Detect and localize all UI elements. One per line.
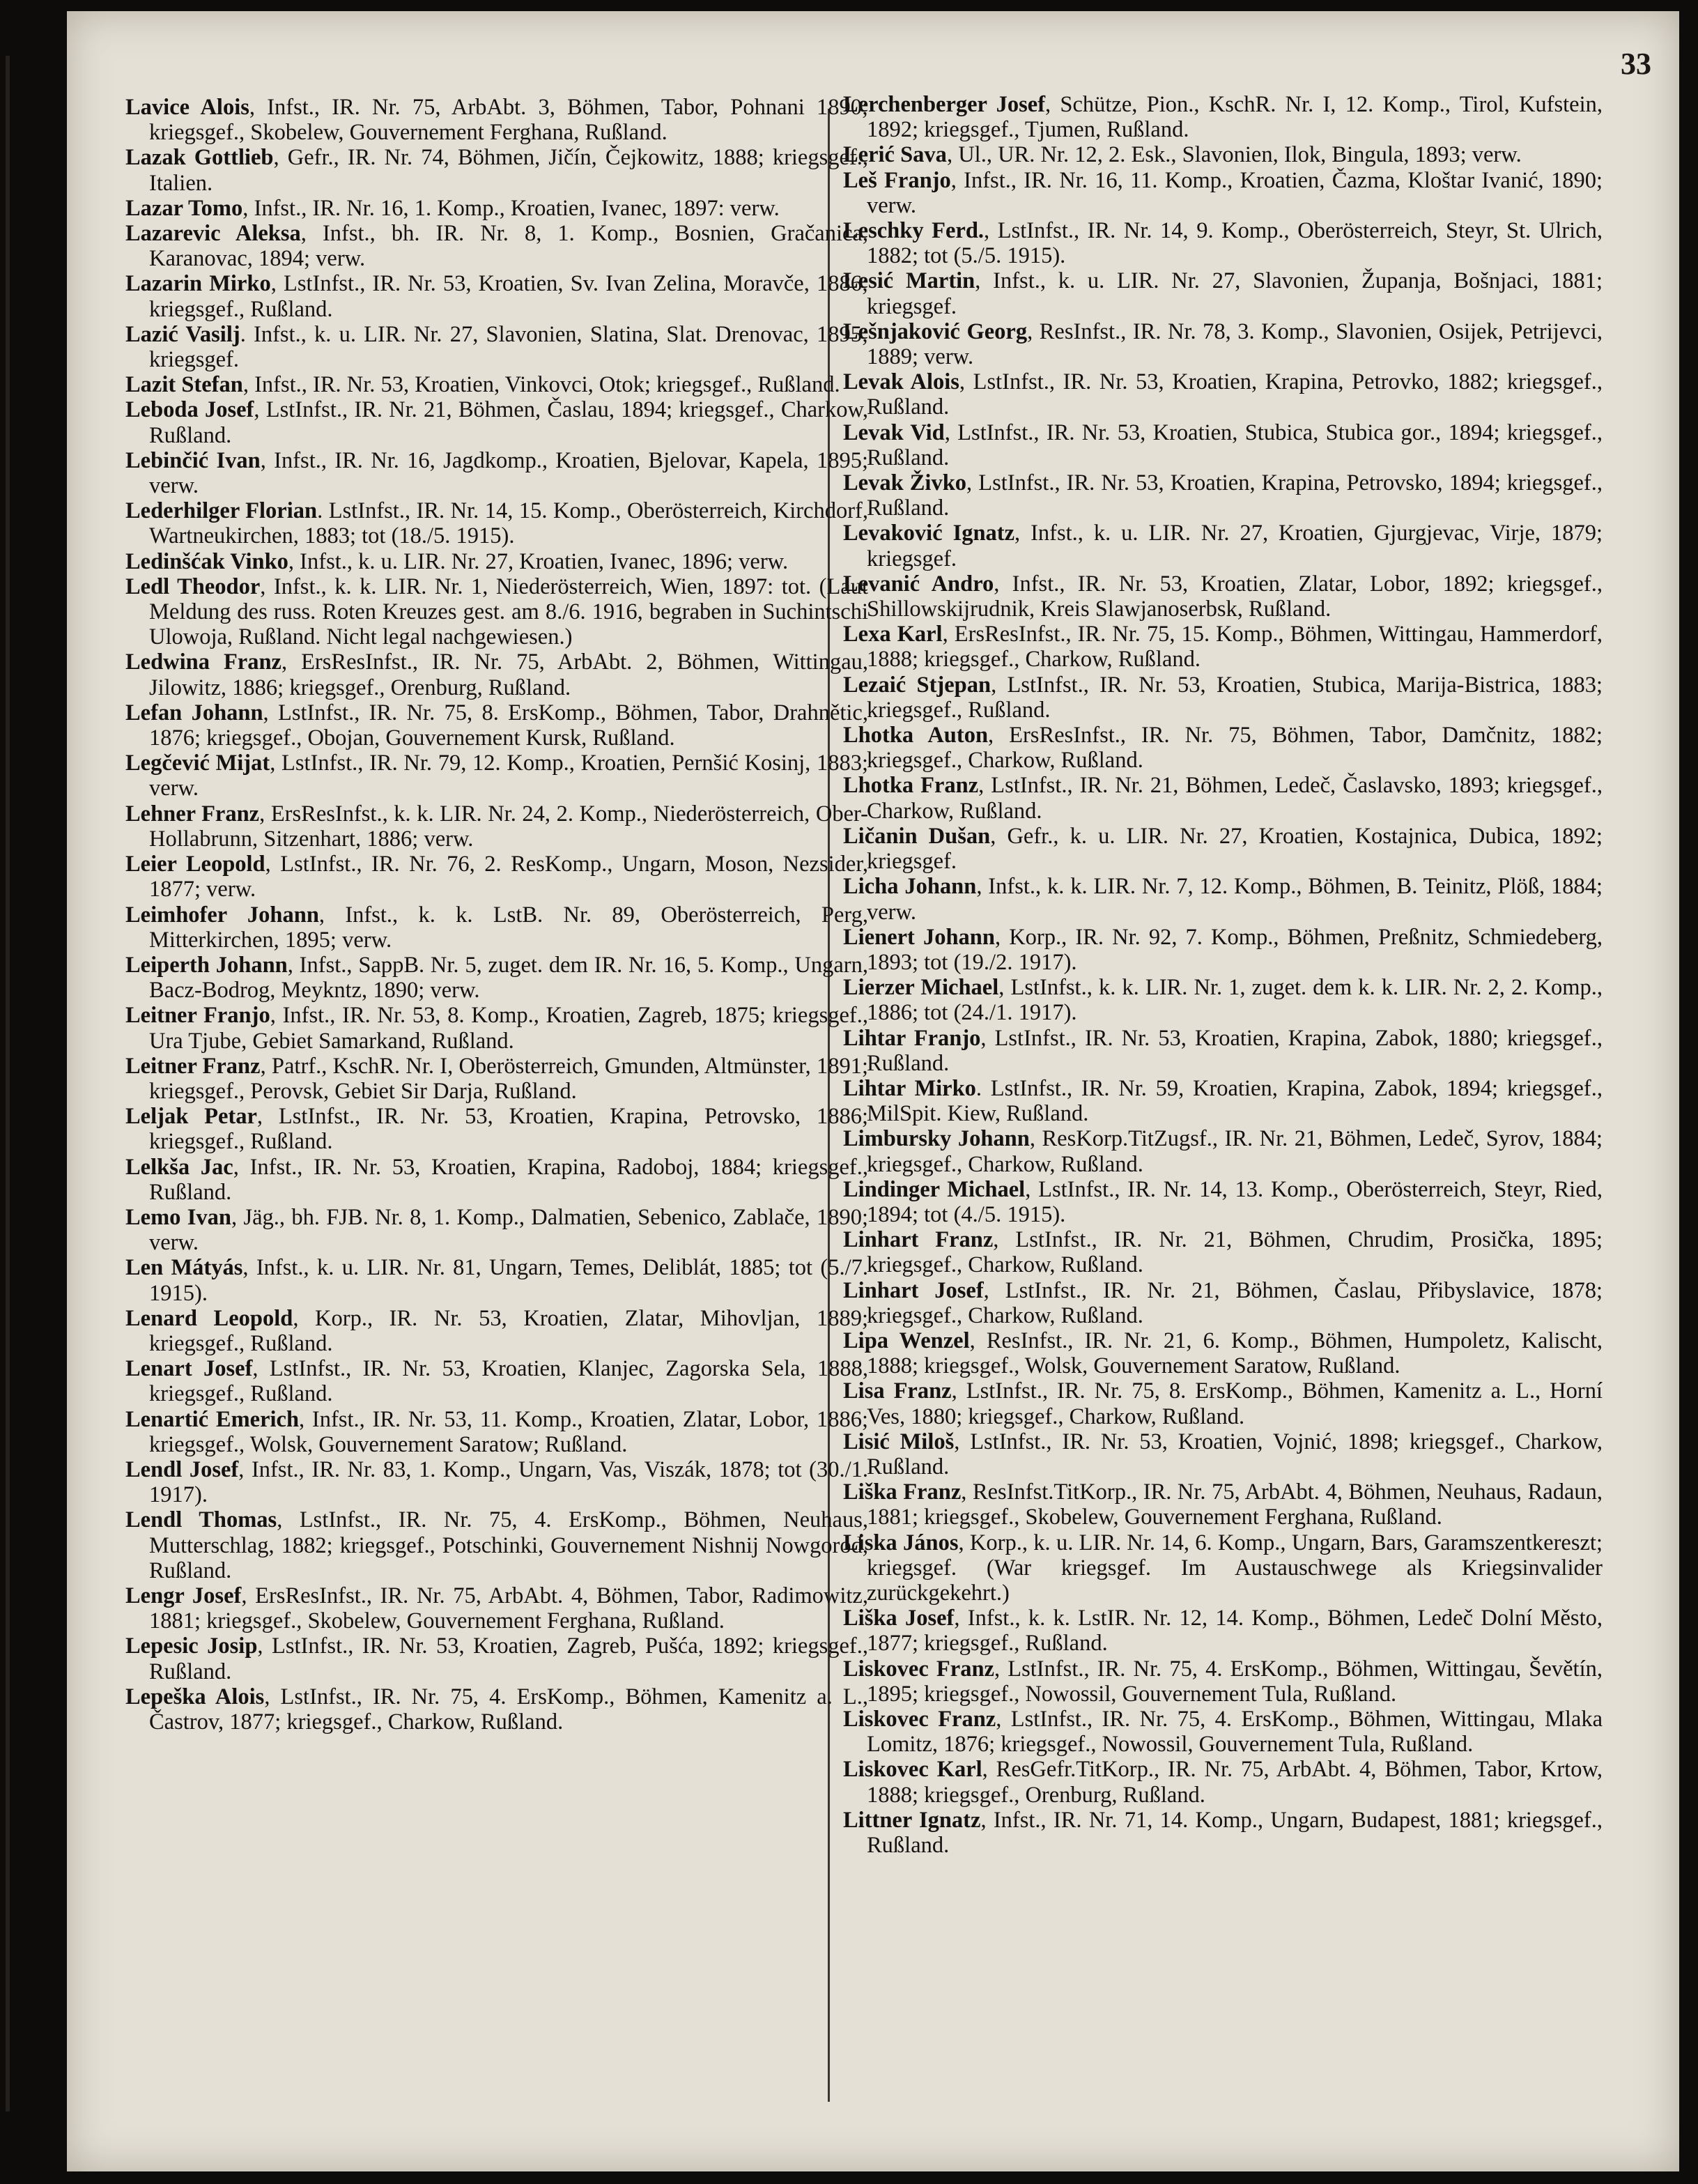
document-page [67, 11, 1679, 2171]
casualty-entry [843, 925, 1603, 975]
casualty-entry [125, 1507, 868, 1583]
entry-details: , LstInfst., IR. Nr. 21, Böhmen, Chrudim, Prosička, 1895; kriegsgef., Charkow, Rußland. [867, 1227, 1603, 1278]
entry-name: Lepeška Alois [125, 1684, 265, 1709]
entry-name: Levaković Ignatz [843, 521, 1015, 546]
casualty-entry [843, 1808, 1603, 1858]
casualty-entry [843, 1429, 1603, 1479]
casualty-entry [125, 448, 868, 498]
entry-name: Lešnjaković Georg [843, 318, 1028, 344]
entry-name: Lazić Vasilj [125, 321, 240, 347]
entry-name: Lengr Josef [125, 1583, 242, 1608]
right-column [843, 92, 1603, 1858]
casualty-entry [843, 92, 1603, 142]
entry-name: Lebinčić Ivan [125, 447, 261, 473]
casualty-entry [125, 397, 868, 447]
entry-details: , Infst., k. u. LIR. Nr. 27, Kroatien, Gjurgjevac, Virje, 1879; kriegsgef. [867, 521, 1603, 571]
entry-name: Liskovec Franz [843, 1656, 994, 1682]
entry-name: Ledl Theodor [125, 574, 261, 599]
entry-details: , ErsResInfst., IR. Nr. 75, Böhmen, Tabor, Damčnitz, 1882; kriegsgef., Charkow, Rußland. [867, 723, 1603, 774]
entry-details: , Infst., IR. Nr. 16, Jagdkomp., Kroatien, Bjelovar, Kapela, 1895; verw. [149, 447, 868, 499]
entry-details: , LstInfst., IR. Nr. 75, 4. ErsKomp., Böhmen, Wittingau, Ševětín, 1895; kriegsgef., Nowossil, Gouvernement Tula, Rußland. [867, 1656, 1603, 1707]
entry-details: , Infst., IR. Nr. 53, Kroatien, Zlatar, Lobor, 1892; kriegsgef., Shillowskijrudnik, Kreis Slawjanoserbsk, Rußland. [867, 571, 1603, 622]
entry-details: , LstInfst., IR. Nr. 53, Kroatien, Sv. Ivan Zelina, Moravče, 1886; kriegsgef., Rußland. [149, 271, 868, 322]
casualty-entry [843, 1757, 1603, 1807]
entry-details: , LstInfst., IR. Nr. 53, Kroatien, Zagreb, Pušća, 1892; kriegsgef., Rußland. [149, 1633, 868, 1684]
casualty-entry [125, 271, 868, 321]
entry-name: Ličanin Dušan [843, 823, 991, 849]
entry-name: Lisić Miloš [843, 1429, 955, 1454]
entry-details: , LstInfst., IR. Nr. 53, Kroatien, Krapina, Petrovsko, 1894; kriegsgef., Rußland. [867, 470, 1603, 521]
casualty-entry [125, 574, 868, 650]
entry-name: Lenartić Emerich [125, 1406, 300, 1432]
entry-details: , LstInfst., IR. Nr. 14, 13. Komp., Oberösterreich, Steyr, Ried, 1894; tot (4./5. 1915). [867, 1176, 1603, 1227]
entry-name: Legčević Mijat [125, 751, 270, 776]
entry-details: , LstInfst., IR. Nr. 53, Kroatien, Stubica, Marija-Bistrica, 1883; kriegsgef., Rußland. [867, 672, 1603, 723]
entry-details: , Gefr., IR. Nr. 74, Böhmen, Jičín, Čejkowitz, 1888; kriegsgef., Italien. [149, 145, 868, 196]
entry-details: , Infst., k. u. LIR. Nr. 27, Slavonien, Županja, Bošnjaci, 1881; kriegsgef. [867, 268, 1603, 319]
left-column [125, 95, 868, 1735]
casualty-entry [125, 801, 868, 852]
casualty-entry [843, 1328, 1603, 1378]
entry-name: Lhotka Auton [843, 723, 989, 748]
casualty-entry [843, 168, 1603, 218]
entry-name: Leitner Franz [125, 1053, 261, 1079]
casualty-entry [125, 1684, 868, 1735]
entry-name: Lerchenberger Josef [843, 92, 1046, 117]
entry-name: Lipa Wenzel [843, 1328, 970, 1353]
entry-name: Lazit Stefan [125, 372, 243, 398]
entry-details: , Infst., IR. Nr. 53, Kroatien, Krapina, Radoboj, 1884; kriegsgef., Rußland. [149, 1154, 868, 1205]
entry-details: . Infst., k. u. LIR. Nr. 27, Slavonien, Slatina, Slat. Drenovac, 1895; kriegsgef. [149, 321, 868, 373]
entry-name: Leier Leopold [125, 852, 265, 877]
entry-name: Lerić Sava [843, 142, 947, 168]
entry-details: , Infst., k. k. LstIR. Nr. 12, 14. Komp., Böhmen, Ledeč Dolní Město, 1877; kriegsgef., Rußland. [867, 1606, 1603, 1656]
casualty-entry [125, 498, 868, 548]
entry-name: Lazak Gottlieb [125, 145, 274, 171]
entry-details: , Gefr., k. u. LIR. Nr. 27, Kroatien, Kostajnica, Dubica, 1892; kriegsgef. [867, 823, 1603, 875]
entry-details: , ResInfst., IR. Nr. 21, 6. Komp., Böhmen, Humpoletz, Kalischt, 1888; kriegsgef., Wolsk, Gouvernement Saratow, Rußland. [867, 1328, 1603, 1379]
entry-details: , Patrf., KschR. Nr. I, Oberösterreich, Gmunden, Altmünster, 1891; kriegsgef., Perovsk, Gebiet Sir Darja, Rußland. [149, 1053, 868, 1104]
entry-name: Linhart Franz [843, 1227, 994, 1253]
entry-details: , Jäg., bh. FJB. Nr. 8, 1. Komp., Dalmatien, Sebenico, Zablače, 1890; verw. [149, 1204, 869, 1256]
casualty-entry [843, 369, 1603, 420]
entry-details: , LstInfst., IR. Nr. 21, Böhmen, Časlau, 1894; kriegsgef., Charkow, Rußland. [149, 397, 868, 448]
entry-name: Lienert Johann [843, 924, 995, 950]
entry-details: , Infst., IR. Nr. 75, ArbAbt. 3, Böhmen, Tabor, Pohnani 1890; kriegsgef., Skobelew, Gouvernement Ferghana, Rußland. [149, 95, 868, 146]
entry-details: , Infst., k. k. LstB. Nr. 89, Oberösterreich, Perg, Mitterkirchen, 1895; verw. [149, 902, 868, 953]
entry-details: , Infst., k. u. LIR. Nr. 81, Ungarn, Temes, Deliblát, 1885; tot (5./7. 1915). [149, 1255, 869, 1306]
entry-name: Lenard Leopold [125, 1305, 293, 1331]
casualty-entry [125, 1003, 868, 1053]
entry-name: Lierzer Michael [843, 975, 999, 1001]
casualty-entry [125, 145, 868, 195]
entry-name: Licha Johann [843, 874, 977, 900]
entry-details: , LstInfst., IR. Nr. 53, Kroatien, Krapina, Zabok, 1880; kriegsgef., Rußland. [867, 1025, 1603, 1076]
entry-name: Lehner Franz [125, 801, 260, 826]
entry-name: Leimhofer Johann [125, 902, 319, 928]
casualty-entry [843, 1076, 1603, 1126]
entry-details: , LstInfst., IR. Nr. 75, 4. ErsKomp., Böhmen, Kamenitz a. L., Častrov, 1877; kriegsgef., Charkow, Rußland. [149, 1684, 869, 1735]
casualty-entry [843, 142, 1603, 167]
entry-details: , LstInfst., IR. Nr. 53, Kroatien, Stubica, Stubica gor., 1894; kriegsgef., Rußland. [867, 420, 1603, 470]
entry-name: Lhotka Franz [843, 773, 979, 799]
entry-name: Leiperth Johann [125, 952, 288, 978]
entry-details: , ResGefr.TitKorp., IR. Nr. 75, ArbAbt. 4, Böhmen, Tabor, Krtow, 1888; kriegsgef., Orenburg, Rußland. [867, 1757, 1603, 1808]
entry-name: Lendl Thomas [125, 1507, 277, 1533]
entry-details: , Infst., IR. Nr. 53, Kroatien, Vinkovci, Otok; kriegsgef., Rußland. [242, 372, 840, 398]
entry-name: Ledwina Franz [125, 649, 281, 675]
entry-details: , ErsResInfst., k. k. LIR. Nr. 24, 2. Komp., Niederösterreich, Ober-Hollabrunn, Sitzenhart, 1886; verw. [149, 801, 868, 852]
entry-details: , ErsResInfst., IR. Nr. 75, 15. Komp., Böhmen, Wittingau, Hammerdorf, 1888; kriegsgef., Charkow, Rußland. [867, 622, 1603, 672]
casualty-entry [125, 1255, 868, 1305]
binding-edge [6, 56, 10, 2112]
entry-details: , LstInfst., IR. Nr. 79, 12. Komp., Kroatien, Pernšić Kosinj, 1883; verw. [149, 751, 869, 801]
entry-name: Len Mátyás [125, 1255, 243, 1281]
entry-details: , Infst., k. u. LIR. Nr. 27, Kroatien, Ivanec, 1896; verw. [288, 548, 789, 574]
entry-name: Lepesic Josip [125, 1633, 258, 1659]
casualty-entry [125, 852, 868, 902]
entry-name: Lazarin Mirko [125, 271, 271, 297]
entry-details: , LstInfst., IR. Nr. 53, Kroatien, Krapina, Petrovko, 1882; kriegsgef., Rußland. [867, 369, 1603, 420]
entry-name: Lefan Johann [125, 700, 263, 725]
casualty-entry [843, 975, 1603, 1025]
casualty-entry [843, 1026, 1603, 1076]
casualty-entry [125, 549, 868, 574]
casualty-entry [125, 1155, 868, 1205]
entry-details: , Infst., IR. Nr. 53, 8. Komp., Kroatien, Zagreb, 1875; kriegsgef., Ura Tjube, Gebiet Samarkand, Rußland. [149, 1003, 868, 1054]
casualty-entry [125, 1356, 868, 1406]
entry-name: Linhart Josef [843, 1277, 984, 1303]
entry-name: Lavice Alois [125, 95, 249, 120]
entry-name: Littner Ignatz [843, 1807, 981, 1833]
entry-name: Lesić Martin [843, 268, 975, 294]
casualty-entry [843, 1656, 1603, 1707]
entry-details: , Infst., IR. Nr. 16, 11. Komp., Kroatien, Čazma, Kloštar Ivanić, 1890; verw. [867, 167, 1603, 218]
entry-name: Lendl Josef [125, 1456, 239, 1482]
casualty-entry [843, 622, 1603, 672]
casualty-entry [843, 1278, 1603, 1328]
casualty-entry [843, 672, 1603, 723]
entry-name: Levak Živko [843, 470, 967, 496]
entry-name: Lederhilger Florian [125, 498, 318, 524]
casualty-entry [843, 470, 1603, 521]
entry-details: , Infst., k. k. LIR. Nr. 7, 12. Komp., Böhmen, B. Teinitz, Plöß, 1884; verw. [867, 874, 1603, 925]
casualty-entry [843, 1707, 1603, 1757]
entry-name: Lelkša Jac [125, 1154, 233, 1180]
entry-details: , ResInfst., IR. Nr. 78, 3. Komp., Slavonien, Osijek, Petrijevci, 1889; verw. [867, 318, 1603, 370]
casualty-entry [843, 1606, 1603, 1656]
entry-details: , Infst., IR. Nr. 83, 1. Komp., Ungarn, Vas, Viszák, 1878; tot (30./1. 1917). [149, 1456, 868, 1508]
casualty-entry [843, 1378, 1603, 1429]
casualty-entry [125, 1633, 868, 1684]
entry-details: , Korp., IR. Nr. 92, 7. Komp., Böhmen, Preßnitz, Schmiedeberg, 1893; tot (19./2. 1917). [867, 924, 1603, 975]
casualty-entry [125, 649, 868, 700]
entry-details: , LstInfst., IR. Nr. 21, Böhmen, Časlau, Přibyslavice, 1878; kriegsgef., Charkow, Rußland. [867, 1277, 1603, 1328]
entry-name: Liška Franz [843, 1479, 962, 1505]
casualty-entry [843, 218, 1603, 268]
entry-details: , LstInfst., IR. Nr. 76, 2. ResKomp., Ungarn, Moson, Nezsider, 1877; verw. [149, 852, 869, 902]
entry-details: , LstInfst., IR. Nr. 75, 8. ErsKomp., Böhmen, Tabor, Drahnětic, 1876; kriegsgef., Obojan, Gouvernement Kursk, Rußland. [149, 700, 868, 751]
casualty-entry [843, 268, 1603, 318]
casualty-entry [125, 196, 868, 221]
entry-details: , LstInfst., IR. Nr. 75, 4. ErsKomp., Böhmen, Wittingau, Mlaka Lomitz, 1876; kriegsgef., Nowossil, Gouvernement Tula, Rußland. [867, 1707, 1603, 1758]
casualty-entry [843, 1126, 1603, 1176]
casualty-entry [125, 95, 868, 145]
entry-details: , Infst., bh. IR. Nr. 8, 1. Komp., Bosnien, Gračanica, Karanovac, 1894; verw. [149, 221, 868, 272]
entry-details: , Infst., IR. Nr. 71, 14. Komp., Ungarn, Budapest, 1881; kriegsgef., Rußland. [867, 1807, 1603, 1859]
casualty-entry [125, 1054, 868, 1104]
entry-details: , LstInfst., IR. Nr. 21, Böhmen, Ledeč, Časlavsko, 1893; kriegsgef., Charkow, Rußland. [867, 773, 1603, 824]
entry-details: , LstInfst., IR. Nr. 75, 8. ErsKomp., Böhmen, Kamenitz a. L., Horní Ves, 1880; kriegsgef., Charkow, Rußland. [867, 1378, 1603, 1429]
entry-name: Lihtar Mirko [843, 1075, 976, 1101]
entry-name: Limbursky Johann [843, 1126, 1030, 1152]
casualty-entry [843, 571, 1603, 622]
entry-name: Leljak Petar [125, 1104, 257, 1130]
entry-details: , ResKorp.TitZugsf., IR. Nr. 21, Böhmen, Ledeč, Syrov, 1884; kriegsgef., Charkow, Rußland. [867, 1126, 1603, 1177]
casualty-entry [843, 1479, 1603, 1530]
casualty-entry [843, 824, 1603, 874]
casualty-entry [125, 372, 868, 397]
entry-name: Levak Vid [843, 420, 945, 445]
entry-details: , Infst., IR. Nr. 16, 1. Komp., Kroatien, Ivanec, 1897: verw. [242, 195, 780, 221]
entry-name: Lezaić Stjepan [843, 672, 991, 698]
entry-details: , LstInfst., k. k. LIR. Nr. 1, zuget. dem k. k. LIR. Nr. 2, 2. Komp., 1886; tot (24./1. 1917). [867, 975, 1603, 1026]
casualty-entry [125, 1104, 868, 1154]
entry-name: Ledinšćak Vinko [125, 548, 288, 574]
casualty-entry [843, 420, 1603, 470]
casualty-entry [125, 953, 868, 1003]
casualty-entry [125, 1205, 868, 1255]
entry-details: , LstInfst., IR. Nr. 53, Kroatien, Krapina, Petrovsko, 1886; kriegsgef., Rußland. [149, 1104, 868, 1155]
casualty-entry [843, 723, 1603, 773]
entry-name: Leschky Ferd. [843, 218, 985, 244]
casualty-entry [843, 773, 1603, 823]
entry-details: , Infst., IR. Nr. 53, 11. Komp., Kroatien, Zlatar, Lobor, 1886; kriegsgef., Wolsk, Gouvernement Saratow; Rußland. [149, 1406, 868, 1457]
entry-details: , ErsResInfst., IR. Nr. 75, ArbAbt. 4, Böhmen, Tabor, Radimowitz, 1881; kriegsgef., Skobelew, Gouvernement Ferghana, Rußland. [149, 1583, 868, 1634]
entry-name: Liskovec Franz [843, 1707, 996, 1732]
entry-details: , Infst., k. k. LIR. Nr. 1, Niederösterreich, Wien, 1897: tot. (Laut Meldung des russ. Roten Kreuzes gest. am 8./6. 1916, begraben in Suchintschi Ulowoja, Rußland. Nicht legal nachgewiesen.) [149, 574, 869, 650]
entry-name: Lazarevic Aleksa [125, 221, 301, 247]
entry-details: , Korp., IR. Nr. 53, Kroatien, Zlatar, Mihovljan, 1889; kriegsgef., Rußland. [149, 1305, 868, 1356]
entry-name: Levanić Andro [843, 571, 994, 597]
casualty-entry [843, 521, 1603, 571]
casualty-entry [843, 874, 1603, 924]
entry-name: Lemo Ivan [125, 1204, 231, 1230]
entry-name: Lihtar Franjo [843, 1025, 981, 1051]
entry-details: , LstInfst., IR. Nr. 75, 4. ErsKomp., Böhmen, Neuhaus, Mutterschlag, 1882; kriegsgef., Potschinki, Gouvernement Nishnij Nowgorod, Rußland. [149, 1507, 868, 1583]
entry-details: , ErsResInfst., IR. Nr. 75, ArbAbt. 2, Böhmen, Wittingau, Jilowitz, 1886; kriegsgef., Orenburg, Rußland. [149, 649, 869, 700]
entry-details: , Korp., k. u. LIR. Nr. 14, 6. Komp., Ungarn, Bars, Garamszentkereszt; kriegsgef. (War kriegsgef. Im Austauschwege als Kriegsinvalider zurückgekehrt.) [867, 1530, 1603, 1606]
entry-details: , Infst., SappB. Nr. 5, zuget. dem IR. Nr. 16, 5. Komp., Ungarn, Bacz-Bodrog, Meykntz, 1890; verw. [149, 952, 868, 1003]
casualty-entry [843, 1530, 1603, 1606]
entry-details: , LstInfst., IR. Nr. 53, Kroatien, Klanjec, Zagorska Sela, 1888, kriegsgef., Rußland. [149, 1356, 868, 1407]
casualty-entry [125, 700, 868, 751]
entry-name: Levak Alois [843, 369, 959, 395]
page-number: 33 [1621, 47, 1651, 81]
casualty-entry [125, 902, 868, 953]
casualty-entry [843, 1177, 1603, 1227]
casualty-entry [125, 322, 868, 372]
entry-details: , Ul., UR. Nr. 12, 2. Esk., Slavonien, Ilok, Bingula, 1893; verw. [946, 142, 1522, 168]
entry-name: Lisa Franz [843, 1378, 952, 1404]
casualty-entry [843, 319, 1603, 369]
entry-name: Lindinger Michael [843, 1176, 1026, 1202]
entry-details: , ResInfst.TitKorp., IR. Nr. 75, ArbAbt. 4, Böhmen, Neuhaus, Radaun, 1881; kriegsgef., Skobelew, Gouvernement Ferghana, Rußland. [867, 1479, 1603, 1530]
entry-name: Lexa Karl [843, 622, 943, 647]
entry-name: Lazar Tomo [125, 195, 243, 221]
entry-name: Leitner Franjo [125, 1003, 270, 1029]
entry-name: Liska János [843, 1530, 959, 1555]
entry-details: . LstInfst., IR. Nr. 59, Kroatien, Krapina, Zabok, 1894; kriegsgef., MilSpit. Kiew, Rußland. [867, 1075, 1603, 1127]
casualty-entry [125, 1407, 868, 1457]
casualty-entry [125, 1306, 868, 1356]
entry-name: Lenart Josef [125, 1356, 253, 1382]
casualty-entry [843, 1227, 1603, 1277]
entry-details: . LstInfst., IR. Nr. 14, 15. Komp., Oberösterreich, Kirchdorf, Wartneukirchen, 1883; tot (18./5. 1915). [149, 498, 869, 549]
casualty-entry [125, 1457, 868, 1507]
entry-details: , LstInfst., IR. Nr. 14, 9. Komp., Oberösterreich, Steyr, St. Ulrich, 1882; tot (5./5. 1915). [867, 218, 1603, 269]
casualty-entry [125, 751, 868, 801]
entry-details: , Schütze, Pion., KschR. Nr. I, 12. Komp., Tirol, Kufstein, 1892; kriegsgef., Tjumen, Rußland. [867, 92, 1603, 143]
casualty-entry [125, 221, 868, 271]
entry-details: , LstInfst., IR. Nr. 53, Kroatien, Vojnić, 1898; kriegsgef., Charkow, Rußland. [867, 1429, 1603, 1479]
entry-name: Liška Josef [843, 1606, 955, 1631]
entry-name: Leboda Josef [125, 397, 254, 423]
entry-name: Liskovec Karl [843, 1757, 982, 1783]
casualty-entry [125, 1583, 868, 1633]
entry-name: Leš Franjo [843, 167, 951, 193]
